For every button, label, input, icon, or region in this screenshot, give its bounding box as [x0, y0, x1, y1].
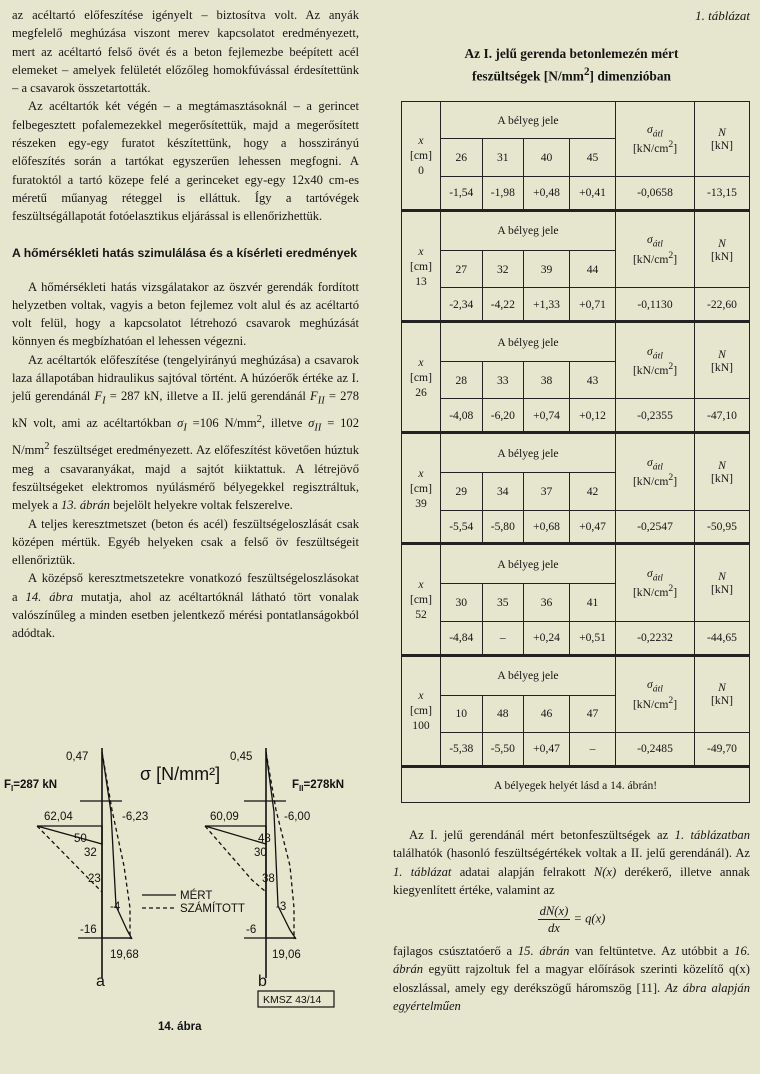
stamp-id: 34	[482, 473, 524, 510]
value-label: 48	[258, 833, 271, 845]
legend-measured: MÉRT	[180, 890, 213, 902]
table-footer-row	[402, 767, 750, 803]
sigma-label: σ [N/mm²]	[140, 764, 221, 784]
paragraph: az acéltartó előfeszítése igényelt – biztosítva volt. Az anyák megfelelő meghúzása viszont merev kapcsolatot eredményezett, mert az acéltartó felső övét és a beton fejlemezbe beépített acél elemeket – amelyek felületét előzőleg homokfúvással érdesítettünk – a csavarok összetartották.	[12, 8, 359, 96]
concrete-computed-b	[205, 826, 266, 892]
paragraph: A hőmérsékleti hatás vizsgálatakor az öszvér gerendák fordított helyzetben voltak, vagyis a beton fejlemez volt alul és az acéltartó volt felül, hogy a kapcsolatot létrehozó csavarok meghúzását könnyen és megbízhatóan el lehessen végezni.	[12, 279, 359, 349]
sigma-value: -0,2355	[616, 399, 695, 433]
stamp-id: 28	[441, 362, 483, 399]
stamp-value: -5,50	[482, 732, 524, 766]
stamp-id: 27	[441, 250, 483, 287]
x-cell: x [cm] 13	[402, 210, 441, 321]
paragraph: A teljes keresztmetszet (beton és acél) feszültségeloszlását csak középen mértük. Egyéb helyeken csak a felső öv feszültségeit ellenőriztük.	[12, 516, 359, 568]
stamp-id: 30	[441, 584, 483, 621]
table-value-row	[402, 399, 750, 433]
stamp-id: 31	[482, 139, 524, 177]
paragraph: Az acéltartók két végén – a megtámasztásoknál – a gerincet felbegesztett pofalemezekkel megerősítettük, majd a megerősített részeken egy-egy furatot készítettünk, hogy a hosszirányú előfeszítés során a tartókat egyszerűen lehessen megfogni. A furatoktól a tartó közepe felé a gerinceket egy-egy 12x40 cm-es méretű műanyag réteggel is elláttuk. Így a tartóvégek feszültségállapotát fotóelasztikus eljárással is ellenőrizhettük.	[12, 99, 359, 224]
value-label: -4	[110, 901, 121, 913]
stamp-value: -4,84	[441, 621, 483, 655]
stamp-id: 44	[570, 250, 616, 287]
stamp-id: 43	[570, 362, 616, 399]
stamp-id: 48	[482, 695, 524, 732]
n-header: N [kN]	[695, 544, 750, 621]
stamp-header: A bélyeg jele	[441, 210, 616, 250]
stamp-value: +0,41	[570, 177, 616, 211]
n-value: -50,95	[695, 510, 750, 544]
paragraph: fajlagos csúsztatóerő a 15. ábrán van feltüntetve. Az utóbbit a 16. ábrán együtt rajzoltuk fel a magyar előírások szerinti közelítő q(x) eloszlással, amely egy derékszögű háromszög [11]. Az ábra alapján egyértelműen	[393, 944, 750, 1014]
n-header: N [kN]	[695, 655, 750, 732]
stamp-value: -5,54	[441, 510, 483, 544]
figure-caption: 14. ábra	[158, 1021, 202, 1033]
stamp-id: 35	[482, 584, 524, 621]
sigma-header: $\sigma_{átl}$ $[kN/cm^2]$	[616, 433, 695, 510]
sigma-value: -0,2485	[616, 732, 695, 766]
x-cell: x [cm] 39	[402, 433, 441, 544]
value-label: 60,09	[210, 811, 239, 823]
stamp-value: -4,08	[441, 399, 483, 433]
stamp-value: –	[482, 621, 524, 655]
concrete-profile-b	[205, 826, 266, 844]
stamp-value: -1,54	[441, 177, 483, 211]
table-value-row	[402, 177, 750, 211]
figure-ref: 13. ábrán	[60, 498, 110, 513]
sigma-value: -0,2547	[616, 510, 695, 544]
stamp-header: A bélyeg jele	[441, 544, 616, 584]
diagram-letter-b: b	[258, 973, 267, 990]
table-label: 1. táblázat	[695, 8, 750, 23]
stamp-id: 45	[570, 139, 616, 177]
value-label: 19,06	[272, 949, 301, 961]
paragraph: Az I. jelű gerendánál mért betonfeszültségek az 1. táblázatban találhatók (hasonló feszültségértékek voltak a II. jelű gerendánál). Az 1. táblázat adatai alapján felrakott N(x) derékerő, illetve annak kiegyenlített értéke, valamint az	[393, 828, 750, 897]
top-value-a: 0,47	[66, 751, 89, 763]
n-header: N [kN]	[695, 322, 750, 399]
table-title: Az I. jelű gerenda betonlemezén mért feszültségek $[N/mm^2]$ dimenzióban	[464, 46, 679, 84]
stamp-value: +0,47	[524, 732, 570, 766]
stamp-header: A bélyeg jele	[441, 322, 616, 362]
right-column	[393, 826, 750, 1015]
stamp-header: A bélyeg jele	[441, 433, 616, 473]
stamp-value: -4,22	[482, 288, 524, 322]
stamp-id: 33	[482, 362, 524, 399]
sigma-value: -0,2232	[616, 621, 695, 655]
formula: $\frac{dN(x)}{dx}$ = q(x)	[539, 904, 606, 936]
table-header-row	[402, 544, 750, 584]
stamp-value: +0,48	[524, 177, 570, 211]
concrete-profile-a	[37, 826, 102, 844]
table-header-row	[402, 210, 750, 250]
stamp-id: 38	[524, 362, 570, 399]
stamp-value: +0,71	[570, 288, 616, 322]
value-label: 23	[88, 873, 101, 885]
x-cell: x [cm] 52	[402, 544, 441, 655]
table-header-row	[402, 655, 750, 695]
table-header-row	[402, 433, 750, 473]
n-value: -47,10	[695, 399, 750, 433]
table-header-row	[402, 322, 750, 362]
sigma-header: $\sigma_{átl}$ $[kN/cm^2]$	[616, 102, 695, 177]
value-label: 30	[254, 847, 267, 859]
stamp-id: 10	[441, 695, 483, 732]
x-cell: x [cm] 0	[402, 102, 441, 211]
stamp-id: 46	[524, 695, 570, 732]
sigma-header: $\sigma_{átl}$ $[kN/cm^2]$	[616, 210, 695, 287]
table-value-row	[402, 732, 750, 766]
force-label-a: $F_I=287$ kN	[4, 779, 58, 793]
stamp-value: +0,68	[524, 510, 570, 544]
stamp-id: 26	[441, 139, 483, 177]
stamp-id: 29	[441, 473, 483, 510]
stamp-id: 41	[570, 584, 616, 621]
value-label: -6,00	[284, 811, 311, 823]
diagram-letter-a: a	[96, 973, 105, 990]
stamp-id: 39	[524, 250, 570, 287]
n-header: N [kN]	[695, 210, 750, 287]
stamp-value: –	[570, 732, 616, 766]
paragraph: A középső keresztmetszetekre vonatkozó feszültségeloszlásokat a 14. ábra mutatja, ahol az acéltartóknál látható tört vonalak valószínűleg a minden esetben jelentkező mérési pontatlanságokból adódtak.	[12, 571, 359, 641]
stress-table	[401, 101, 750, 803]
n-value: -13,15	[695, 177, 750, 211]
sigma-header: $\sigma_{átl}$ $[kN/cm^2]$	[616, 655, 695, 732]
left-column	[12, 6, 359, 643]
stamp-value: -1,98	[482, 177, 524, 211]
n-header: N [kN]	[695, 102, 750, 177]
n-header: N [kN]	[695, 433, 750, 510]
stamp-value: -5,80	[482, 510, 524, 544]
figure-code: KMSZ 43/14	[263, 994, 322, 1006]
legend-computed: SZÁMÍTOTT	[180, 903, 245, 915]
stamp-value: -2,34	[441, 288, 483, 322]
sigma-value: -0,0658	[616, 177, 695, 211]
stamp-value: +0,12	[570, 399, 616, 433]
n-value: -44,65	[695, 621, 750, 655]
concrete-block-b	[205, 826, 294, 938]
stamp-value: +1,33	[524, 288, 570, 322]
stamp-id: 36	[524, 584, 570, 621]
stamp-id: 32	[482, 250, 524, 287]
x-cell: x [cm] 26	[402, 322, 441, 433]
stamp-id: 47	[570, 695, 616, 732]
table-value-row	[402, 621, 750, 655]
stamp-value: +0,51	[570, 621, 616, 655]
value-label: -16	[80, 924, 97, 936]
value-label: -6	[246, 924, 257, 936]
sigma-header: $\sigma_{átl}$ $[kN/cm^2]$	[616, 544, 695, 621]
n-value: -49,70	[695, 732, 750, 766]
paragraph: Az acéltartók előfeszítése (tengelyirányú meghúzása) a csavarok laza állapotában hidraulikus sajtóval történt. A húzóerők értéke az I. jelű gerendánál $F_I = 287$ kN, illetve a II. jelű gerendánál $F_{II} = 278$ kN volt, ami az acéltartókban $\sigma_I =106$ $N/mm^2$, illetve $\sigma_{II} = 102$ $N/mm^2$ feszültséget eredményezett. Az előfeszítést követően húztuk meg a csavaranyákat, majd a sajtót kiiktattuk. A létrejövő feszültségeket elektromos nyúlásmérő bélyegekkel regisztráltuk, melyek a 13. ábrán bejelölt helyekre voltak felszerelve.	[12, 352, 360, 513]
figure-ref: 14. ábra	[25, 589, 73, 604]
sigma-header: $\sigma_{átl}$ $[kN/cm^2]$	[616, 322, 695, 399]
stamp-id: 42	[570, 473, 616, 510]
value-label: 38	[262, 873, 275, 885]
x-cell: x [cm] 100	[402, 655, 441, 766]
value-label: 32	[84, 847, 97, 859]
top-value-b: 0,45	[230, 751, 253, 763]
stamp-value: +0,74	[524, 399, 570, 433]
value-label: 19,68	[110, 949, 139, 961]
stamp-header: A bélyeg jele	[441, 102, 616, 139]
section-heading: A hőmérsékleti hatás szimulálása és a kísérleti eredmények	[12, 245, 358, 260]
stamp-id: 40	[524, 139, 570, 177]
value-label: -6,23	[122, 811, 149, 823]
value-label: -3	[276, 901, 287, 913]
table-header-row	[402, 102, 750, 139]
value-label: 50	[74, 833, 87, 845]
stamp-header: A bélyeg jele	[441, 655, 616, 695]
table-footer: A bélyegek helyét lásd a 14. ábrán!	[402, 767, 750, 803]
stamp-value: -5,38	[441, 732, 483, 766]
figure-14	[0, 740, 380, 1040]
value-label: 62,04	[44, 811, 73, 823]
sigma-value: -0,1130	[616, 288, 695, 322]
stamp-id: 37	[524, 473, 570, 510]
stamp-value: +0,47	[570, 510, 616, 544]
table-value-row	[402, 288, 750, 322]
force-label-b: $F_{II}=278kN$	[292, 779, 345, 793]
stamp-value: -6,20	[482, 399, 524, 433]
stamp-value: +0,24	[524, 621, 570, 655]
n-value: -22,60	[695, 288, 750, 322]
table-value-row	[402, 510, 750, 544]
